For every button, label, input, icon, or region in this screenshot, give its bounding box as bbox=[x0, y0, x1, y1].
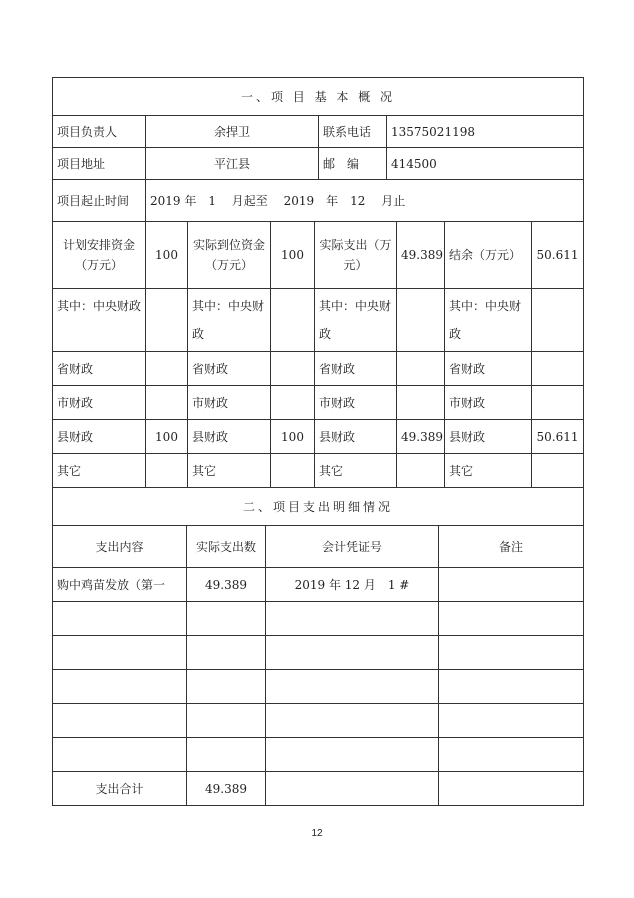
phone-value: 13575021198 bbox=[387, 116, 584, 148]
fund-source-label: 县财政 bbox=[188, 420, 271, 454]
expense-cell bbox=[53, 602, 187, 636]
balance-value: 50.611 bbox=[532, 222, 584, 289]
fund-value bbox=[271, 352, 315, 386]
expense-cell bbox=[266, 738, 439, 772]
period-value: 2019 年 1 月起至 2019 年 12 月止 bbox=[146, 180, 584, 222]
total-label: 支出合计 bbox=[53, 772, 187, 806]
fund-value bbox=[532, 352, 584, 386]
fund-source-label: 省财政 bbox=[188, 352, 271, 386]
project-report-table bbox=[52, 78, 583, 806]
section2-title: 二、项目支出明细情况 bbox=[53, 488, 584, 526]
expense-cell bbox=[53, 636, 187, 670]
fund-value bbox=[146, 454, 188, 488]
leader-label: 项目负责人 bbox=[53, 116, 146, 148]
expense-cell bbox=[266, 602, 439, 636]
planned-value: 100 bbox=[146, 222, 188, 289]
fund-source-label: 其它 bbox=[445, 454, 532, 488]
expense-cell bbox=[187, 738, 266, 772]
expense-cell bbox=[53, 738, 187, 772]
expense-cell bbox=[439, 636, 584, 670]
expense-cell bbox=[266, 636, 439, 670]
fund-source-label: 县财政 bbox=[315, 420, 397, 454]
fund-value bbox=[397, 454, 445, 488]
expense-cell: 购中鸡苗发放（第一 bbox=[53, 568, 187, 602]
postcode-label: 邮 编 bbox=[319, 148, 387, 180]
arrived-value: 100 bbox=[271, 222, 315, 289]
phone-label: 联系电话 bbox=[319, 116, 387, 148]
fund-source-label: 市财政 bbox=[315, 386, 397, 420]
expense-cell bbox=[439, 670, 584, 704]
fund-value bbox=[532, 454, 584, 488]
expense-cell bbox=[266, 704, 439, 738]
fund-source-label: 市财政 bbox=[53, 386, 146, 420]
header-remark: 备注 bbox=[439, 526, 584, 568]
expense-row bbox=[53, 602, 584, 636]
expense-row bbox=[53, 636, 584, 670]
postcode-value: 414500 bbox=[387, 148, 584, 180]
fund-source-label: 县财政 bbox=[445, 420, 532, 454]
fund-source-label: 市财政 bbox=[445, 386, 532, 420]
expense-cell bbox=[187, 704, 266, 738]
spent-value: 49.389 bbox=[397, 222, 445, 289]
total-voucher-cell bbox=[266, 772, 439, 806]
total-value: 49.389 bbox=[187, 772, 266, 806]
address-value: 平江县 bbox=[146, 148, 319, 180]
expense-cell bbox=[187, 602, 266, 636]
fund-value: 100 bbox=[146, 420, 188, 454]
spent-label: 实际支出（万元） bbox=[315, 222, 397, 289]
total-remark-cell bbox=[439, 772, 584, 806]
header-amount: 实际支出数 bbox=[187, 526, 266, 568]
fund-row bbox=[53, 289, 584, 352]
fund-source-label: 其中：中央财政 bbox=[445, 289, 532, 352]
fund-source-label: 市财政 bbox=[188, 386, 271, 420]
fund-value: 50.611 bbox=[532, 420, 584, 454]
fund-value bbox=[532, 289, 584, 352]
fund-source-label: 其中：中央财政 bbox=[53, 289, 146, 352]
fund-value bbox=[146, 386, 188, 420]
header-content: 支出内容 bbox=[53, 526, 187, 568]
fund-row bbox=[53, 420, 584, 454]
funds-table bbox=[52, 221, 584, 488]
period-label: 项目起止时间 bbox=[53, 180, 146, 222]
expense-cell bbox=[439, 704, 584, 738]
fund-value bbox=[397, 352, 445, 386]
fund-source-label: 其它 bbox=[53, 454, 146, 488]
fund-value bbox=[397, 386, 445, 420]
fund-source-label: 其中：中央财政 bbox=[315, 289, 397, 352]
fund-source-label: 其中：中央财政 bbox=[188, 289, 271, 352]
expense-row bbox=[53, 568, 584, 602]
fund-source-label: 其它 bbox=[188, 454, 271, 488]
fund-source-label: 省财政 bbox=[315, 352, 397, 386]
expense-cell bbox=[53, 670, 187, 704]
fund-row bbox=[53, 386, 584, 420]
fund-value bbox=[532, 386, 584, 420]
fund-value bbox=[146, 352, 188, 386]
header-voucher: 会计凭证号 bbox=[266, 526, 439, 568]
expense-cell bbox=[439, 568, 584, 602]
fund-row bbox=[53, 352, 584, 386]
leader-value: 余捍卫 bbox=[146, 116, 319, 148]
fund-source-label: 其它 bbox=[315, 454, 397, 488]
fund-value bbox=[271, 289, 315, 352]
balance-label: 结余（万元） bbox=[445, 222, 532, 289]
address-label: 项目地址 bbox=[53, 148, 146, 180]
fund-value: 49.389 bbox=[397, 420, 445, 454]
expense-cell: 49.389 bbox=[187, 568, 266, 602]
expense-cell bbox=[187, 670, 266, 704]
expense-cell bbox=[187, 636, 266, 670]
planned-label: 计划安排资金（万元） bbox=[53, 222, 146, 289]
expense-row bbox=[53, 738, 584, 772]
expense-cell bbox=[439, 602, 584, 636]
expense-cell bbox=[53, 704, 187, 738]
fund-value bbox=[271, 454, 315, 488]
fund-source-label: 省财政 bbox=[445, 352, 532, 386]
expense-row bbox=[53, 670, 584, 704]
expense-row bbox=[53, 704, 584, 738]
basic-info-table bbox=[52, 77, 584, 222]
section1-title: 一、项 目 基 本 概 况 bbox=[53, 78, 584, 116]
page-number: 12 bbox=[311, 828, 323, 839]
fund-value bbox=[397, 289, 445, 352]
fund-source-label: 省财政 bbox=[53, 352, 146, 386]
expense-cell bbox=[439, 738, 584, 772]
arrived-label: 实际到位资金（万元） bbox=[188, 222, 271, 289]
expense-cell bbox=[266, 670, 439, 704]
fund-value: 100 bbox=[271, 420, 315, 454]
expense-detail-table bbox=[52, 487, 584, 806]
fund-row bbox=[53, 454, 584, 488]
fund-source-label: 县财政 bbox=[53, 420, 146, 454]
expense-cell: 2019 年 12 月 1 # bbox=[266, 568, 439, 602]
fund-value bbox=[146, 289, 188, 352]
fund-value bbox=[271, 386, 315, 420]
